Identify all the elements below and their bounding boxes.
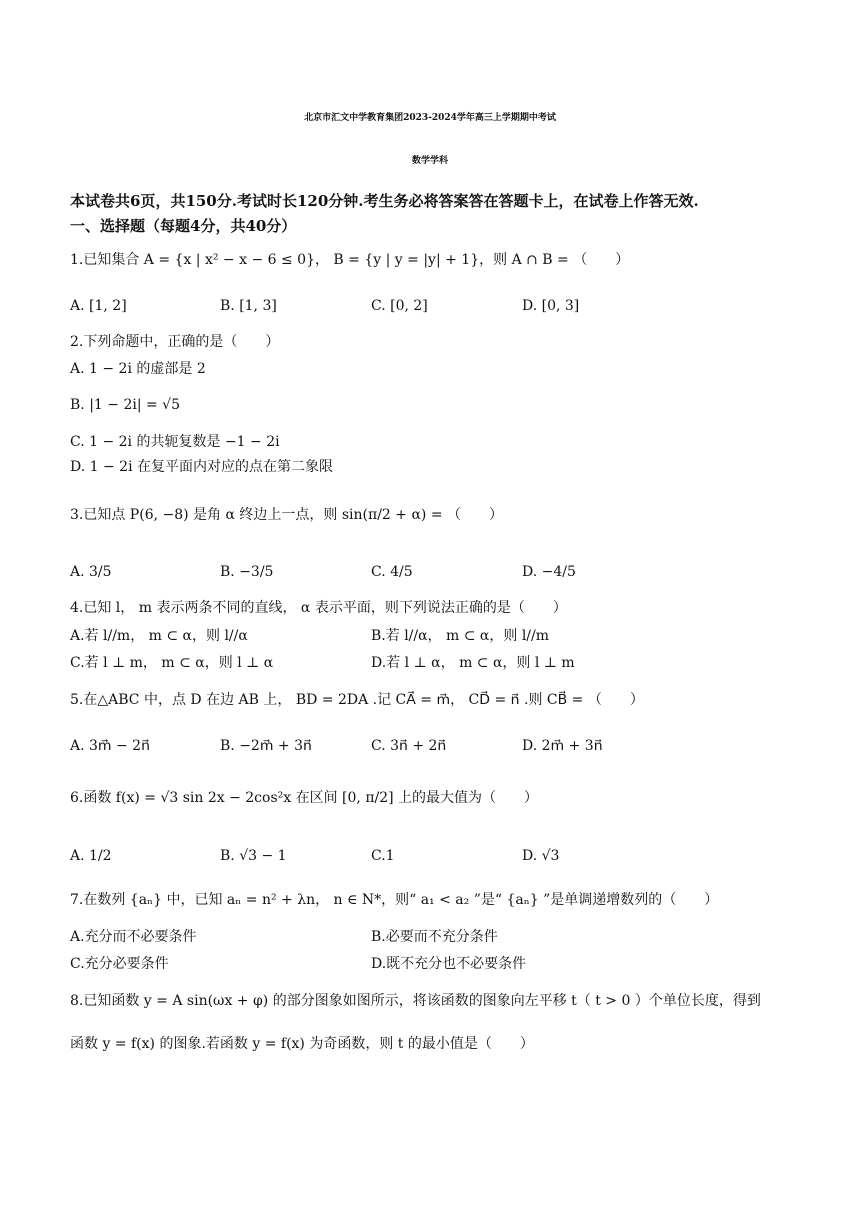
question-1-stem: 1.已知集合 A = {x | x² − x − 6 ≤ 0}， B = {y | y = |y| + 1}，则 A ∩ B = （ ） [70,252,630,268]
question-7-option-d: D.既不充分也不必要条件 [371,956,527,972]
exam-title: 北京市汇文中学教育集团2023-2024学年高三上学期期中考试 [304,113,556,123]
question-3-option-d: D. −4/5 [522,564,576,580]
question-2-stem: 2.下列命题中，正确的是（ ） [70,334,280,350]
question-5-option-b: B. −2m⃗ + 3n⃗ [220,738,312,754]
question-6-stem: 6.函数 f(x) = √3 sin 2x − 2cos²x 在区间 [0, π/2] 上的最大值为（ ） [70,790,539,806]
question-4-stem: 4.已知 l， m 表示两条不同的直线， α 表示平面，则下列说法正确的是（ ） [70,600,567,616]
question-6-option-a: A. 1/2 [70,848,112,864]
section-heading: 一、选择题（每题4分，共40分） [70,217,297,235]
question-1-option-c: C. [0, 2] [371,298,428,314]
question-2-option-b: B. |1 − 2i| = √5 [70,397,181,413]
question-2-option-c: C. 1 − 2i 的共轭复数是 −1 − 2i [70,434,280,450]
question-8-stem-line-1: 8.已知函数 y = A sin(ωx + φ) 的部分图象如图所示，将该函数的图象向左平移 t（ t > 0 ）个单位长度，得到 [70,993,761,1009]
question-3-stem: 3.已知点 P(6, −8) 是角 α 终边上一点，则 sin(π/2 + α) = （ ） [70,507,503,523]
question-4-option-b: B.若 l//α， m ⊂ α，则 l//m [371,628,550,644]
question-7-stem: 7.在数列 {aₙ} 中，已知 aₙ = n² + λn， n ∈ N*，则“ a₁ < a₂ ”是“ {aₙ} ”是单调递增数列的（ ） [70,892,719,908]
question-7-option-b: B.必要而不充分条件 [371,929,498,945]
question-3-option-a: A. 3/5 [70,564,112,580]
question-5-stem: 5.在△ABC 中，点 D 在边 AB 上， BD = 2DA .记 CA⃗ = m⃗， CD⃗ = n⃗ .则 CB⃗ = （ ） [70,692,644,708]
question-8-stem-line-2: 函数 y = f(x) 的图象.若函数 y = f(x) 为奇函数，则 t 的最小值是（ ） [70,1036,534,1052]
question-5-option-c: C. 3n⃗ + 2n⃗ [371,738,447,754]
question-1-option-a: A. [1, 2] [70,298,127,314]
question-7-option-a: A.充分而不必要条件 [70,929,197,945]
question-4-option-a: A.若 l//m， m ⊂ α，则 l//α [70,628,248,644]
question-2-option-d: D. 1 − 2i 在复平面内对应的点在第二象限 [70,459,333,475]
question-6-option-d: D. √3 [522,848,560,864]
question-3-option-b: B. −3/5 [220,564,274,580]
question-5-option-a: A. 3m⃗ − 2n⃗ [70,738,150,754]
question-7-option-c: C.充分必要条件 [70,956,169,972]
question-5-option-d: D. 2m⃗ + 3n⃗ [522,738,603,754]
question-4-option-c: C.若 l ⊥ m， m ⊂ α，则 l ⊥ α [70,655,274,671]
question-4-option-d: D.若 l ⊥ α， m ⊂ α，则 l ⊥ m [371,655,575,671]
question-1-option-b: B. [1, 3] [220,298,277,314]
question-3-option-c: C. 4/5 [371,564,413,580]
question-2-option-a: A. 1 − 2i 的虚部是 2 [70,361,206,377]
exam-subtitle: 数学学科 [411,156,448,166]
question-6-option-c: C.1 [371,848,395,864]
exam-note: 本试卷共6页，共150分.考试时长120分钟.考生务必将答案答在答题卡上，在试卷上作答无效. [70,192,699,210]
question-1-option-d: D. [0, 3] [522,298,580,314]
question-6-option-b: B. √3 − 1 [220,848,287,864]
